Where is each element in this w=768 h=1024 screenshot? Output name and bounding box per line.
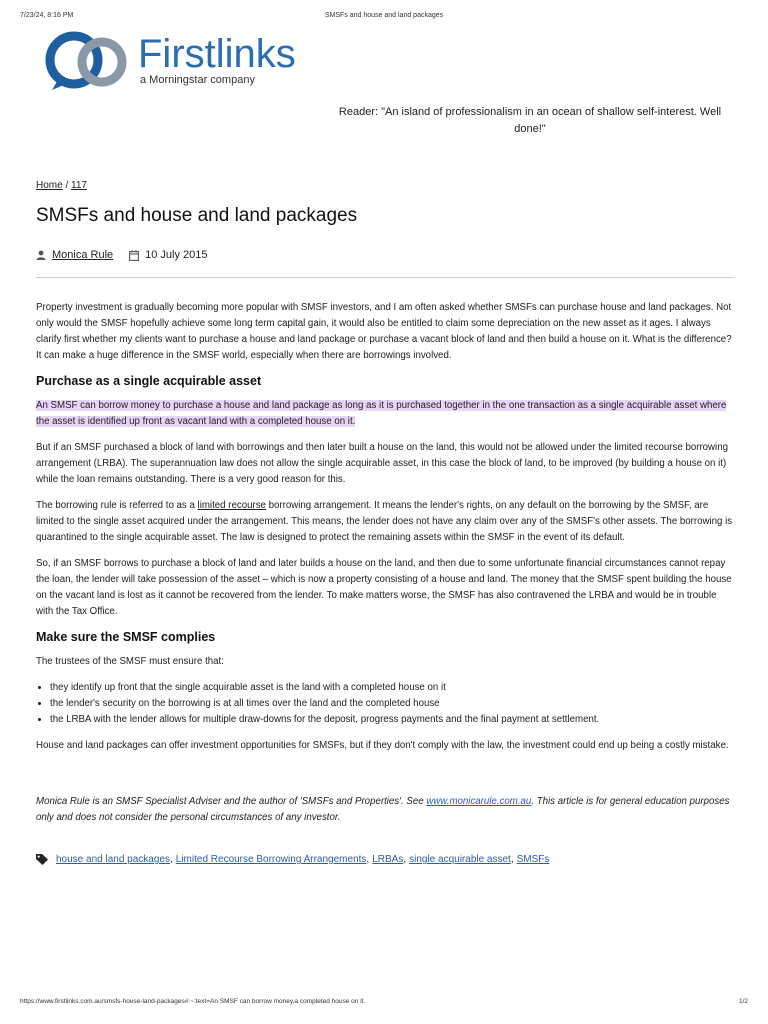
limited-recourse-link[interactable]: limited recourse — [197, 500, 266, 511]
text-segment: Monica Rule is an SMSF Specialist Adviser and the author of 'SMSFs and Properties'. See — [36, 796, 427, 807]
author-website-link[interactable]: www.monicarule.com.au — [426, 796, 532, 807]
tag-separator: , — [510, 854, 514, 865]
tag-link[interactable]: Limited Recourse Borrowing Arrangements — [175, 854, 367, 865]
calendar-icon — [129, 250, 139, 261]
tag-separator: , — [403, 854, 407, 865]
text-segment: The borrowing rule is referred to as a — [36, 500, 198, 511]
firstlinks-logo[interactable] — [44, 30, 344, 92]
author-block — [36, 249, 113, 261]
tag-link[interactable]: LRBAs — [372, 854, 404, 865]
print-page-number: 1/2 — [738, 998, 748, 1005]
breadcrumb-home-link[interactable]: Home — [36, 180, 63, 191]
list-item: • the lender's security on the borrowing is at all times over the land and the completed house — [50, 696, 734, 712]
tag-link[interactable]: house and land packages — [56, 854, 170, 865]
heading-smsf-complies: Make sure the SMSF complies — [36, 630, 216, 644]
print-footer — [20, 998, 748, 1010]
reader-quote: Reader: "An island of professionalism in an ocean of shallow self-interest. Well done!" — [338, 106, 722, 135]
paragraph-lrba: But if an SMSF purchased a block of land with borrowings and then later built a house on the land, this would not be allowed under the limited recourse borrowing arrangement (LRBA). The superannuation law does not allow the single acquirable asset, in this case the block of land, to be improved (by building a house on it) while the loan remains outstanding. There is a very good reason for this. — [36, 442, 728, 485]
tag-list — [36, 854, 734, 865]
tag-separator: , — [169, 854, 173, 865]
compliance-list — [36, 680, 734, 728]
author-bio — [36, 794, 734, 826]
logo-tagline: a Morningstar company — [140, 74, 255, 86]
divider — [36, 277, 734, 278]
paragraph-example: So, if an SMSF borrows to purchase a block of land and later builds a house on the land, and then due to some unfortunate financial circumstances cannot repay the loan, the lender will take possession of the asset – which is now a property consisting of a house and land. The money that the SMSF spent building the house on the vacant land is lost as it cannot be recovered from the lender. To make matters worse, the SMSF has also contravened the LRBA and would be in trouble with the Tax Office. — [36, 558, 732, 617]
text-segment: borrowing arrangement. It means the lender's rights, on any default on the borrowing by the SMSF, are limited to the single asset acquired under the arrangement. This means, the lender does not have any claim over any of the SMSF's other assets. The borrowing is quarantined to the single acquirable asset. The law is designed to protect the remaining assets within the SMSF in the event of its default. — [36, 500, 733, 543]
logo-brand: Firstlinks — [138, 32, 296, 76]
list-item: • the LRBA with the lender allows for multiple draw-downs for the deposit, progress payments and the final payment at settlement. — [50, 712, 734, 728]
publish-date: 10 July 2015 — [145, 249, 208, 261]
paragraph-intro: Property investment is gradually becoming more popular with SMSF investors, and I am often asked whether SMSFs can purchase house and land packages. Not only would the SMSF hopefully achieve some long term capital gain, it would also be entitled to claim some depreciation on the new asset as it ages. I always clarify first whether my clients want to purchase a house and land package or purchase a vacant block of land and then build a house on it. What is the difference? It can make a huge difference in the SMSF world, especially when there are borrowings involved. — [36, 302, 732, 361]
article-title: SMSFs and house and land packages — [36, 205, 358, 226]
article-meta — [36, 247, 734, 263]
tag-separator: , — [366, 854, 370, 865]
paragraph-conclusion: House and land packages can offer investment opportunities for SMSFs, but if they don't comply with the law, the investment could end up being a costly mistake. — [36, 740, 729, 751]
paragraph-highlighted — [36, 398, 734, 430]
article-content — [36, 180, 734, 865]
paragraph-trustees: The trustees of the SMSF must ensure that: — [36, 656, 224, 667]
tag-link[interactable]: single acquirable asset — [409, 854, 511, 865]
heading-single-acquirable-asset: Purchase as a single acquirable asset — [36, 374, 262, 388]
print-url: https://www.firstlinks.com.au/smsfs-house-land-packages#:~:text=An SMSF can borrow money,a completed house on it. — [20, 998, 366, 1005]
date-block — [129, 249, 207, 261]
print-title: SMSFs and house and land packages — [324, 12, 444, 19]
text-segment: . This article is for general education purposes only and does not consider the personal circumstances of any investor. — [36, 796, 730, 823]
user-icon — [36, 250, 46, 260]
firstlinks-logo-icon — [44, 30, 134, 92]
breadcrumb — [36, 180, 734, 191]
author-link[interactable]: Monica Rule — [52, 249, 114, 261]
print-header — [20, 12, 748, 24]
print-datetime: 7/23/24, 8:16 PM — [20, 12, 74, 19]
tag-icon — [36, 854, 48, 865]
breadcrumb-issue-link[interactable]: 117 — [71, 180, 87, 191]
paragraph-limited-recourse — [36, 498, 734, 546]
list-item: • they identify up front that the single acquirable asset is the land with a completed house on it — [50, 680, 734, 696]
highlighted-text: An SMSF can borrow money to purchase a house and land package as long as it is purchased together in the one transaction as a single acquirable asset where the asset is identified up front as vacant land with a completed house on it. — [36, 400, 727, 427]
tag-link[interactable]: SMSFs — [516, 854, 550, 865]
breadcrumb-separator: / — [65, 180, 69, 191]
